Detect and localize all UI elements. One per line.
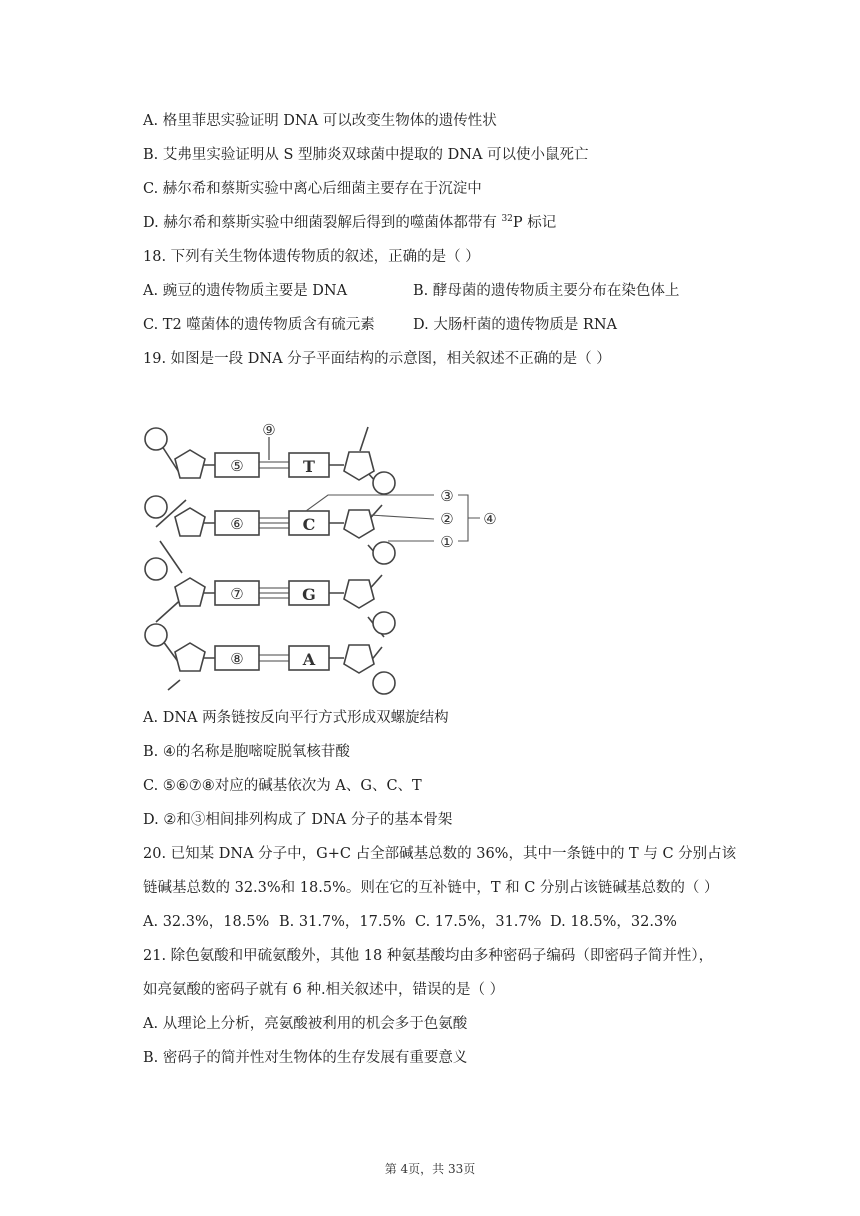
q20-option-b: B. 31.7%，17.5% xyxy=(279,914,406,930)
option-b-prev: B. 艾弗里实验证明从 S 型肺炎双球菌中提取的 DNA 可以使小鼠死亡 xyxy=(143,147,589,163)
q21-stem-line1: 21. 除色氨酸和甲硫氨酸外，其他 18 种氨基酸均由多种密码子编码（即密码子简并性）， xyxy=(143,948,714,964)
q21-option-a: A. 从理论上分析，亮氨酸被利用的机会多于色氨酸 xyxy=(143,1016,468,1032)
option-d-prev xyxy=(143,213,556,233)
q18-stem: 18. 下列有关生物体遗传物质的叙述，正确的是（ ） xyxy=(143,249,480,265)
label-3: ③ xyxy=(440,487,454,505)
q20-stem-line2: 链碱基总数的 32.3%和 18.5%。则在它的互补链中，T 和 C 分别占该链碱基总数的（ ） xyxy=(143,880,719,896)
q20-option-a: A. 32.3%，18.5% xyxy=(143,914,270,930)
q19-stem: 19. 如图是一段 DNA 分子平面结构的示意图，相关叙述不正确的是（ ） xyxy=(143,351,611,367)
label-4: ④ xyxy=(483,510,497,528)
q18-option-b: B. 酵母菌的遗传物质主要分布在染色体上 xyxy=(413,283,680,299)
base-c: C xyxy=(302,515,316,534)
q19-option-d: D. ②和③相间排列构成了 DNA 分子的基本骨架 xyxy=(143,812,453,828)
base-a: A xyxy=(302,650,316,669)
label-6: ⑥ xyxy=(230,515,244,533)
q18-options-row2 xyxy=(143,315,743,335)
base-t: T xyxy=(303,457,315,476)
option-c-prev: C. 赫尔希和蔡斯实验中离心后细菌主要存在于沉淀中 xyxy=(143,181,482,197)
q20-stem-line1: 20. 已知某 DNA 分子中，G+C 占全部碱基总数的 36%，其中一条链中的 T 与 C 分别占该 xyxy=(143,846,737,862)
label-5: ⑤ xyxy=(230,457,244,475)
q19-option-c: C. ⑤⑥⑦⑧对应的碱基依次为 A、G、C、T xyxy=(143,778,422,794)
q20-options xyxy=(143,912,743,932)
label-1: ① xyxy=(440,533,454,551)
q20-option-d: D. 18.5%，32.3% xyxy=(550,914,677,930)
base-g: G xyxy=(302,585,316,604)
label-9: ⑨ xyxy=(262,421,276,439)
label-8: ⑧ xyxy=(230,650,244,668)
page-footer: 第 4页，共 33页 xyxy=(384,1162,476,1176)
option-d-text: D. 赫尔希和蔡斯实验中细菌裂解后得到的噬菌体都带有 xyxy=(143,215,502,231)
q19-option-b: B. ④的名称是胞嘧啶脱氧核苷酸 xyxy=(143,744,350,760)
option-d-suffix: P 标记 xyxy=(512,215,557,231)
label-7: ⑦ xyxy=(230,585,244,603)
q21-option-b: B. 密码子的简并性对生物体的生存发展有重要意义 xyxy=(143,1050,468,1066)
q18-options-row1 xyxy=(143,281,743,301)
q20-option-c: C. 17.5%，31.7% xyxy=(415,914,542,930)
q18-option-a: A. 豌豆的遗传物质主要是 DNA xyxy=(143,283,348,299)
dna-structure-figure xyxy=(138,415,510,695)
option-a-prev: A. 格里菲思实验证明 DNA 可以改变生物体的遗传性状 xyxy=(143,113,497,129)
q18-option-d: D. 大肠杆菌的遗传物质是 RNA xyxy=(413,317,618,333)
q18-option-c: C. T2 噬菌体的遗传物质含有硫元素 xyxy=(143,317,375,333)
isotope-superscript: 32 xyxy=(501,214,513,225)
q21-stem-line2: 如亮氨酸的密码子就有 6 种.相关叙述中，错误的是（ ） xyxy=(143,982,505,998)
q19-option-a: A. DNA 两条链按反向平行方式形成双螺旋结构 xyxy=(143,710,449,726)
label-2: ② xyxy=(440,510,454,528)
